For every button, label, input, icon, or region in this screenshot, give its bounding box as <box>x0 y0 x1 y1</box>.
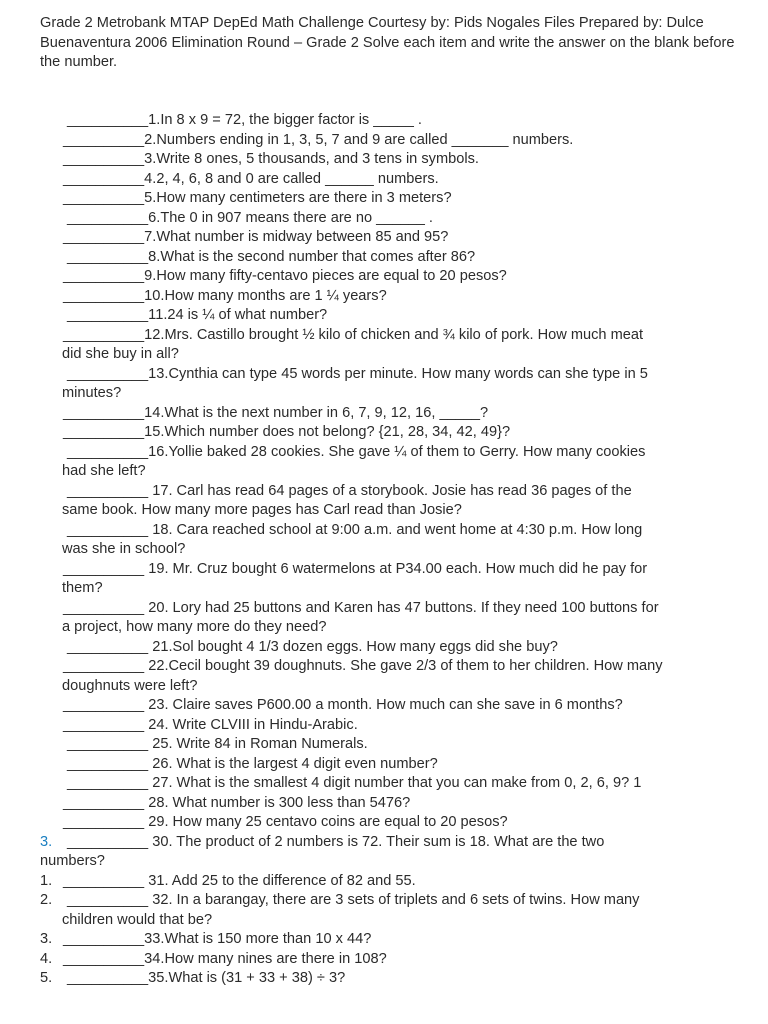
question-text: __________ 20. Lory had 25 buttons and Karen has 47 buttons. If they need 100 buttons for <box>63 599 659 616</box>
question-item <box>40 599 756 638</box>
question-continuation: them? <box>62 580 103 596</box>
question-item <box>40 131 756 151</box>
question-text: __________34.How many nines are there in 108? <box>63 950 387 967</box>
question-item <box>40 189 756 209</box>
question-item <box>40 872 756 892</box>
question-continuation: a project, how many more do they need? <box>62 619 327 635</box>
list-marker: 2. <box>40 892 53 908</box>
question-text: __________3.Write 8 ones, 5 thousands, and 3 tens in symbols. <box>63 151 479 167</box>
question-continuation: was she in school? <box>62 541 186 557</box>
question-text: __________10.How many months are 1 ¼ years? <box>63 287 387 304</box>
question-text: __________7.What number is midway between 85 and 95? <box>63 229 449 245</box>
question-item <box>40 521 756 560</box>
question-text: __________5.How many centimeters are there in 3 meters? <box>63 190 452 206</box>
question-item <box>40 755 756 775</box>
question-item <box>40 365 756 404</box>
question-text: __________ 19. Mr. Cruz bought 6 watermelons at P34.00 each. How much did he pay for <box>63 560 648 577</box>
question-item <box>40 794 756 814</box>
question-text: __________ 23. Claire saves P600.00 a month. How much can she save in 6 months? <box>63 697 623 713</box>
question-item <box>40 482 756 521</box>
question-text: __________13.Cynthia can type 45 words per minute. How many words can she type in 5 <box>67 365 648 382</box>
question-continuation: had she left? <box>62 463 146 479</box>
question-text: __________4.2, 4, 6, 8 and 0 are called ______ numbers. <box>63 170 439 187</box>
question-text: __________33.What is 150 more than 10 x 44? <box>63 931 372 947</box>
question-item <box>40 267 756 287</box>
list-marker: 3. <box>40 931 53 947</box>
question-item <box>40 170 756 190</box>
question-text: __________ 22.Cecil bought 39 doughnuts. She gave 2/3 of them to her children. How many <box>63 658 663 674</box>
question-text: __________9.How many fifty-centavo pieces are equal to 20 pesos? <box>63 268 507 284</box>
question-continuation: numbers? <box>40 853 105 869</box>
question-item <box>40 287 756 307</box>
document-header: Grade 2 Metrobank MTAP DepEd Math Challenge Courtesy by: Pids Nogales Files Prepared by: Dulce Buenaventura 2006 Elimination Round – Grade 2 Solve each item and write the answer on the blank before the number. <box>40 15 735 71</box>
question-text: __________ 26. What is the largest 4 digit even number? <box>67 755 438 772</box>
question-text: __________ 29. How many 25 centavo coins are equal to 20 pesos? <box>63 814 508 830</box>
question-item <box>40 306 756 326</box>
question-text: __________6.The 0 in 907 means there are no ______ . <box>67 209 433 226</box>
question-item <box>40 209 756 229</box>
question-item <box>40 657 756 696</box>
question-item <box>40 813 756 833</box>
question-item <box>40 638 756 658</box>
question-text: __________15.Which number does not belong? {21, 28, 34, 42, 49}? <box>63 424 511 440</box>
question-text: __________ 30. The product of 2 numbers is 72. Their sum is 18. What are the two <box>67 833 605 850</box>
list-marker: 3. <box>40 833 53 850</box>
question-list <box>40 111 756 989</box>
question-text: __________ 24. Write CLVIII in Hindu-Arabic. <box>63 716 358 733</box>
question-item <box>40 560 756 599</box>
question-item <box>40 891 756 930</box>
question-text: __________ 31. Add 25 to the difference of 82 and 55. <box>63 872 416 889</box>
question-text: __________ 32. In a barangay, there are 3 sets of triplets and 6 sets of twins. How many <box>67 892 640 908</box>
question-item <box>40 443 756 482</box>
question-item <box>40 111 756 131</box>
question-text: __________14.What is the next number in 6, 7, 9, 12, 16, _____? <box>63 404 489 421</box>
question-item <box>40 228 756 248</box>
question-continuation: did she buy in all? <box>62 346 179 362</box>
question-continuation: minutes? <box>62 385 122 401</box>
question-text: __________ 27. What is the smallest 4 digit number that you can make from 0, 2, 6, 9? 1 <box>67 775 642 791</box>
question-item <box>40 735 756 755</box>
question-item <box>40 716 756 736</box>
question-item <box>40 150 756 170</box>
question-text: __________ 18. Cara reached school at 9:00 a.m. and went home at 4:30 p.m. How long <box>67 521 643 538</box>
question-text: __________12.Mrs. Castillo brought ½ kilo of chicken and ¾ kilo of pork. How much meat <box>63 326 644 343</box>
question-item <box>40 326 756 365</box>
question-item <box>40 950 756 970</box>
question-item <box>40 423 756 443</box>
question-text: __________ 28. What number is 300 less than 5476? <box>63 794 411 811</box>
question-text: __________2.Numbers ending in 1, 3, 5, 7 and 9 are called _______ numbers. <box>63 131 574 148</box>
question-text: __________ 21.Sol bought 4 1/3 dozen eggs. How many eggs did she buy? <box>67 638 558 655</box>
question-text: __________ 17. Carl has read 64 pages of a storybook. Josie has read 36 pages of the <box>67 482 632 499</box>
question-text: __________16.Yollie baked 28 cookies. She gave ¼ of them to Gerry. How many cookies <box>67 443 646 460</box>
question-item <box>40 696 756 716</box>
question-continuation: same book. How many more pages has Carl read than Josie? <box>62 502 462 518</box>
question-text: __________11.24 is ¼ of what number? <box>67 307 328 323</box>
question-continuation: doughnuts were left? <box>62 677 198 694</box>
question-item <box>40 404 756 424</box>
question-continuation: children would that be? <box>62 911 213 928</box>
question-text: __________1.In 8 x 9 = 72, the bigger factor is _____ . <box>67 112 422 128</box>
question-text: __________8.What is the second number that comes after 86? <box>67 248 476 265</box>
list-marker: 4. <box>40 950 53 967</box>
question-item <box>40 248 756 268</box>
list-marker: 5. <box>40 970 53 986</box>
question-item <box>40 969 756 989</box>
question-item <box>40 774 756 794</box>
list-marker: 1. <box>40 872 53 889</box>
question-text: __________35.What is (31 + 33 + 38) ÷ 3? <box>67 970 346 986</box>
question-item <box>40 930 756 950</box>
question-text: __________ 25. Write 84 in Roman Numerals. <box>67 736 368 752</box>
question-item <box>40 833 756 872</box>
